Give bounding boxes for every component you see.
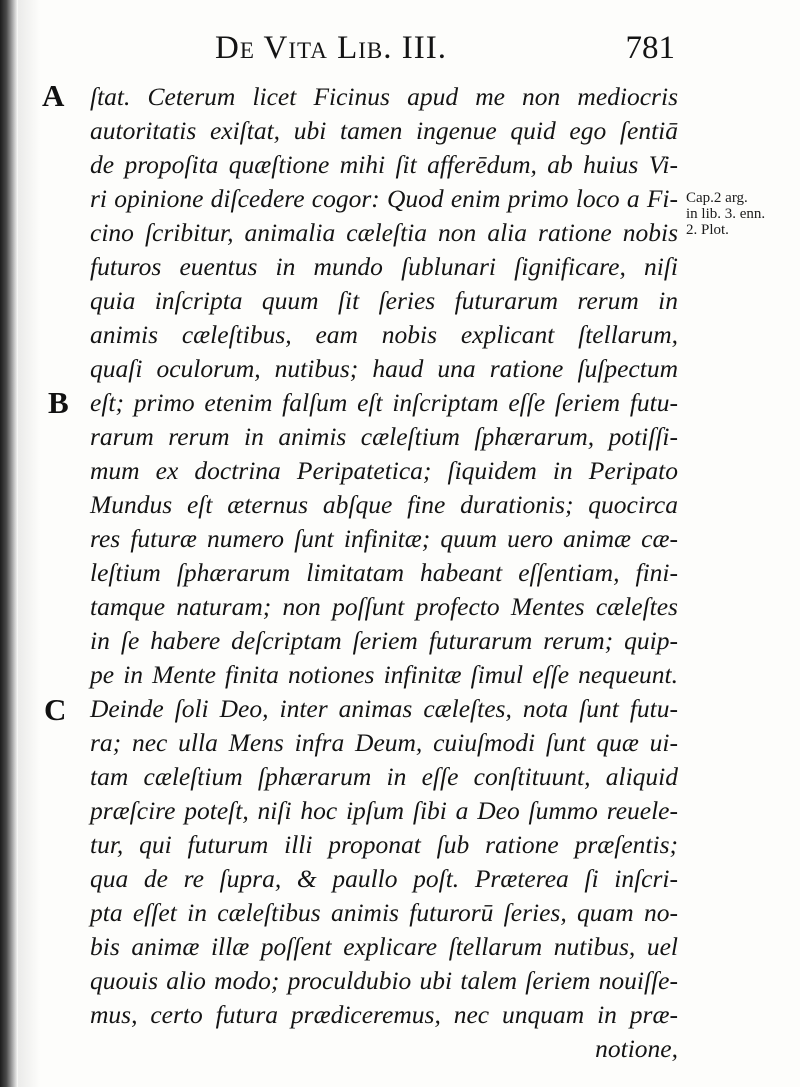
text-line: quouis alio modo; proculdubio ubi talem ſeriem nouiſſe- (90, 966, 678, 995)
text-line: pe in Mente finita notiones infinitæ ſimul eſſe nequeunt. (90, 660, 678, 689)
margin-note-line: 2. Plot. (686, 222, 729, 238)
page-gutter-shadow (0, 0, 18, 1087)
text-line: Mundus eſt æternus abſque fine durationis; quocirca (90, 490, 678, 519)
text-line: præſcire poteſt, niſi hoc ipſum ſibi a Deo ſummo reuele- (90, 796, 678, 825)
text-line: leſtium ſphærarum limitatam habeant eſſentiam, fini- (90, 558, 678, 587)
margin-note-line: in lib. 3. enn. (686, 206, 766, 222)
text-line: tur, qui futurum illi proponat ſub ratione præſentis; (90, 830, 678, 859)
text-line: ſtat. Ceterum licet Ficinus apud me non mediocris (90, 82, 678, 111)
text-line: cino ſcribitur, animalia cæleſtia non alia ratione nobis (90, 218, 678, 247)
text-line: in ſe habere deſcriptam ſeriem futurarum rerum; quip- (90, 626, 678, 655)
page-header (215, 30, 675, 70)
text-line: ra; nec ulla Mens infra Deum, cuiuſmodi ſunt quæ ui- (90, 728, 678, 757)
text-line: futuros euentus in mundo ſublunari ſignificare, niſi (90, 252, 678, 281)
text-line: rarum rerum in animis cæleſtium ſphærarum, potiſſi- (90, 422, 678, 451)
text-line: Deinde ſoli Deo, inter animas cæleſtes, nota ſunt futu- (90, 694, 678, 723)
section-letter-c: C (44, 692, 67, 727)
text-line: de propoſita quæſtione mihi ſit afferēdum, ab huius Vi- (90, 150, 678, 179)
text-line: notione, (595, 1034, 678, 1063)
text-line: pta eſſet in cæleſtibus animis futurorū ſeries, quam no- (90, 898, 678, 927)
text-line: mus, certo futura prædiceremus, nec unquam in præ- (90, 1000, 678, 1029)
text-line: mum ex doctrina Peripatetica; ſiquidem in Peripato (90, 456, 678, 485)
text-line: bis animæ illæ poſſent explicare ſtellarum nutibus, uel (90, 932, 678, 961)
text-line: tam cæleſtium ſphærarum in eſſe conſtituunt, aliquid (90, 762, 678, 791)
text-line: autoritatis exiſtat, ubi tamen ingenue quid ego ſentiā (90, 116, 678, 145)
text-line: animis cæleſtibus, eam nobis explicant ſtellarum, (90, 320, 678, 349)
text-line: ri opinione diſcedere cogor: Quod enim primo loco a Fi- (90, 184, 678, 213)
text-line: quaſi oculorum, nutibus; haud una ratione ſuſpectum (90, 354, 678, 383)
running-title: De Vita Lib. III. (215, 30, 447, 66)
text-line: tamque naturam; non poſſunt profecto Mentes cæleſtes (90, 592, 678, 621)
body-text (90, 80, 690, 1066)
section-letter-a: A (42, 78, 65, 113)
page-gutter-fade (18, 0, 40, 1087)
text-line: qua de re ſupra, & paullo poſt. Præterea ſi inſcri- (90, 864, 678, 893)
margin-note-line: Cap.2 arg. (686, 190, 748, 206)
text-line: quia inſcripta quum ſit ſeries futurarum rerum in (90, 286, 678, 315)
section-letter-b: B (48, 385, 69, 420)
page-number: 781 (625, 30, 675, 66)
text-line: res futuræ numero ſunt infinitæ; quum uero animæ cæ- (90, 524, 678, 553)
margin-note (686, 190, 796, 238)
text-line: eſt; primo etenim falſum eſt inſcriptam eſſe ſeriem futu- (90, 388, 678, 417)
